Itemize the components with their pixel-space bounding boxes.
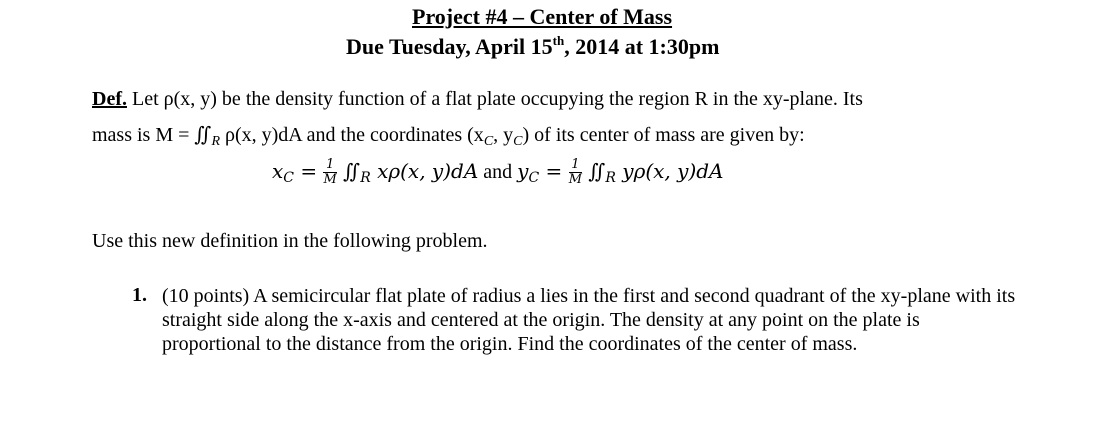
equals-2: = (539, 159, 569, 183)
fraction-2 (569, 158, 582, 187)
definition-text-1: Let ρ(x, y) be the density function of a flat plate occupying the region R in the xy-plane. Its (126, 88, 863, 110)
fraction-1 (323, 158, 336, 187)
definition-line-2 (92, 122, 805, 150)
center-of-mass-formula (272, 158, 724, 187)
fraction-1-denominator: M (323, 172, 337, 187)
double-integral-2: ∬ (588, 159, 606, 183)
xc-sub: C (283, 170, 294, 186)
fraction-2-denominator: M (568, 172, 582, 187)
xc-subscript: C (483, 134, 494, 149)
yc-symbol: y (517, 159, 529, 183)
region-sub-1: R (360, 170, 371, 186)
double-integral-1: ∬ (343, 159, 361, 183)
problem-text: (10 points) A semicircular flat plate of radius a lies in the first and second quadrant of the xy-plane with its straight side along the x-axis and centered at the origin. The density at any point on the plate is proportional to the distance from the origin. Find the coordinates of the center of mass. (162, 285, 1016, 355)
definition-text-2: mass is M = ∬ (92, 124, 212, 146)
definition-text-2c: , y (493, 124, 514, 146)
integrand-y: yρ(x, y)dA (615, 159, 724, 183)
due-superscript: th (552, 33, 565, 48)
definition-text-2b: ρ(x, y)dA and the coordinates (x (220, 124, 484, 146)
problem-number: 1. (132, 284, 147, 306)
fraction-1-numerator: 1 (323, 158, 336, 173)
equals-1: = (294, 159, 324, 183)
xc-symbol: x (272, 159, 284, 183)
instruction-text: Use this new definition in the following problem. (92, 230, 488, 252)
definition-line-1 (92, 88, 863, 111)
due-suffix: , 2014 at 1:30pm (564, 34, 720, 59)
definition-label: Def. (92, 88, 127, 110)
project-title: Project #4 – Center of Mass (412, 4, 673, 29)
region-sub-2: R (605, 170, 616, 186)
and-word: and (478, 161, 518, 183)
definition-text-2d: ) of its center of mass are given by: (522, 124, 805, 146)
due-date (346, 33, 719, 60)
region-subscript: R (211, 134, 220, 149)
yc-subscript: C (513, 134, 523, 149)
yc-sub: C (528, 170, 540, 186)
due-prefix: Due Tuesday, April 15 (346, 34, 553, 59)
fraction-2-numerator: 1 (569, 158, 582, 173)
integrand-x: xρ(x, y)dA (370, 159, 479, 183)
